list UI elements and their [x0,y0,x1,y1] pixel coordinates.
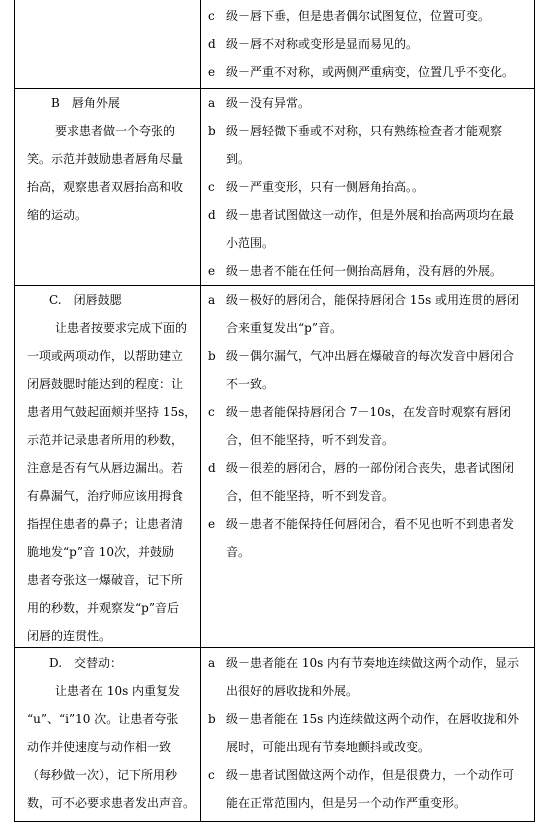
grade-text: 级－唇下垂，但是患者偶尔试图复位，位置可变。 [226,9,491,23]
grade-letter: b [208,712,216,726]
grade-letter: a [208,96,216,110]
section-description: 有鼻漏气，治疗师应该用拇食 [27,489,184,503]
section-description: 笑。示范并鼓励患者唇角尽量 [27,152,184,166]
section-description: 动作并使速度与动作相一致 [27,740,172,754]
section-heading: B 唇角外展 [51,96,120,110]
section-description: （每秒做一次），记下所用秒 [27,768,178,782]
grade-text: 展时，可能出现有节奏地颤抖或改变。 [226,740,431,754]
section-description: 注意是否有气从唇边漏出。若 [27,461,184,475]
section-description: 要求患者做一个夸张的 [55,124,176,138]
section-description: 抬高，观察患者双唇抬高和收 [27,180,184,194]
grade-text: 小范围。 [226,236,275,250]
grade-letter: d [208,37,216,51]
grade-text: 音。 [226,545,251,559]
grade-letter: c [208,405,215,419]
table-right-border [534,0,535,822]
grade-text: 级－患者能在 10s 内有节奏地连续做这两个动作，显示 [226,656,520,670]
section-description: 用的秒数，并观察发“p”音后 [27,601,179,615]
grade-letter: c [208,768,215,782]
grade-text: 级－极好的唇闭合，能保持唇闭合 15s 或用连贯的唇闭 [226,293,520,307]
grade-text: 级－唇轻微下垂或不对称，只有熟练检查者才能观察 [226,124,503,138]
section-description: 一项或两项动作，以帮助建立 [27,349,184,363]
section-description: 数，可不必要求患者发出声音。 [27,796,196,810]
section-description: 闭唇的连贯性。 [27,629,112,643]
grade-letter: a [208,293,216,307]
grade-text: 级－唇不对称或变形是显而易见的。 [226,37,419,51]
section-description: “u”、“i”10 次。让患者夸张 [27,712,179,726]
section-description: 脆地发“p”音 10次，并鼓励 [27,545,175,559]
grade-text: 合，但不能坚持，听不到发音。 [226,433,395,447]
section-description: 让患者按要求完成下面的 [55,321,188,335]
grade-text: 合，但不能坚持，听不到发音。 [226,489,395,503]
row-divider [14,285,535,286]
section-description: 患者夸张这一爆破音，记下所 [27,573,184,587]
grade-text: 到。 [226,152,251,166]
grade-letter: d [208,208,216,222]
row-divider [14,647,535,648]
grade-text: 出很好的唇收拢和外展。 [226,684,359,698]
grade-text: 级－患者不能保持任何唇闭合，看不见也听不到患者发 [226,517,515,531]
section-description: 缩的运动。 [27,208,88,222]
grade-letter: e [208,264,216,278]
grade-text: 级－严重不对称，或两侧严重病变，位置几乎不变化。 [226,65,515,79]
grade-text: 不一致。 [226,377,275,391]
grade-text: 级－患者能在 15s 内连续做这两个动作，在唇收拢和外 [226,712,520,726]
grade-text: 级－患者能保持唇闭合 7－10s，在发音时观察有唇闭 [226,405,511,419]
grade-letter: c [208,180,215,194]
section-description: 示范并记录患者所用的秒数， [27,433,184,447]
grade-letter: a [208,656,216,670]
row-divider [14,821,535,822]
section-description: 指捏住患者的鼻子；让患者清 [27,517,184,531]
grade-text: 级－患者不能在任何一侧抬高唇角，没有唇的外展。 [226,264,503,278]
grade-text: 级－患者试图做这两个动作，但是很费力，一个动作可 [226,768,515,782]
grade-text: 级－严重变形，只有一侧唇角抬高。。 [226,180,425,194]
section-description: 患者用气鼓起面颊并坚持 15s， [27,405,197,419]
grade-text: 级－很差的唇闭合，唇的一部份闭合丧失，患者试图闭 [226,461,515,475]
section-description: 让患者在 10s 内重复发 [55,684,181,698]
column-divider [200,0,201,822]
grade-letter: b [208,349,216,363]
section-heading: C. 闭唇鼓腮 [49,293,122,307]
grade-text: 级－患者试图做这一动作，但是外展和抬高两项均在最 [226,208,515,222]
section-heading: D. 交替动： [49,656,123,670]
section-description: 闭唇鼓腮时能达到的程度：让 [27,377,184,391]
row-divider [14,88,535,89]
grade-text: 合来重复发出“p”音。 [226,321,342,335]
table-left-border [14,0,15,822]
grade-text: 级－没有异常。 [226,96,311,110]
grade-letter: d [208,461,216,475]
grade-text: 能在正常范围内，但是另一个动作严重变形。 [226,796,467,810]
grade-text: 级－偶尔漏气，气冲出唇在爆破音的每次发音中唇闭合 [226,349,515,363]
grade-letter: b [208,124,216,138]
grade-letter: e [208,65,216,79]
grade-letter: c [208,9,215,23]
grade-letter: e [208,517,216,531]
